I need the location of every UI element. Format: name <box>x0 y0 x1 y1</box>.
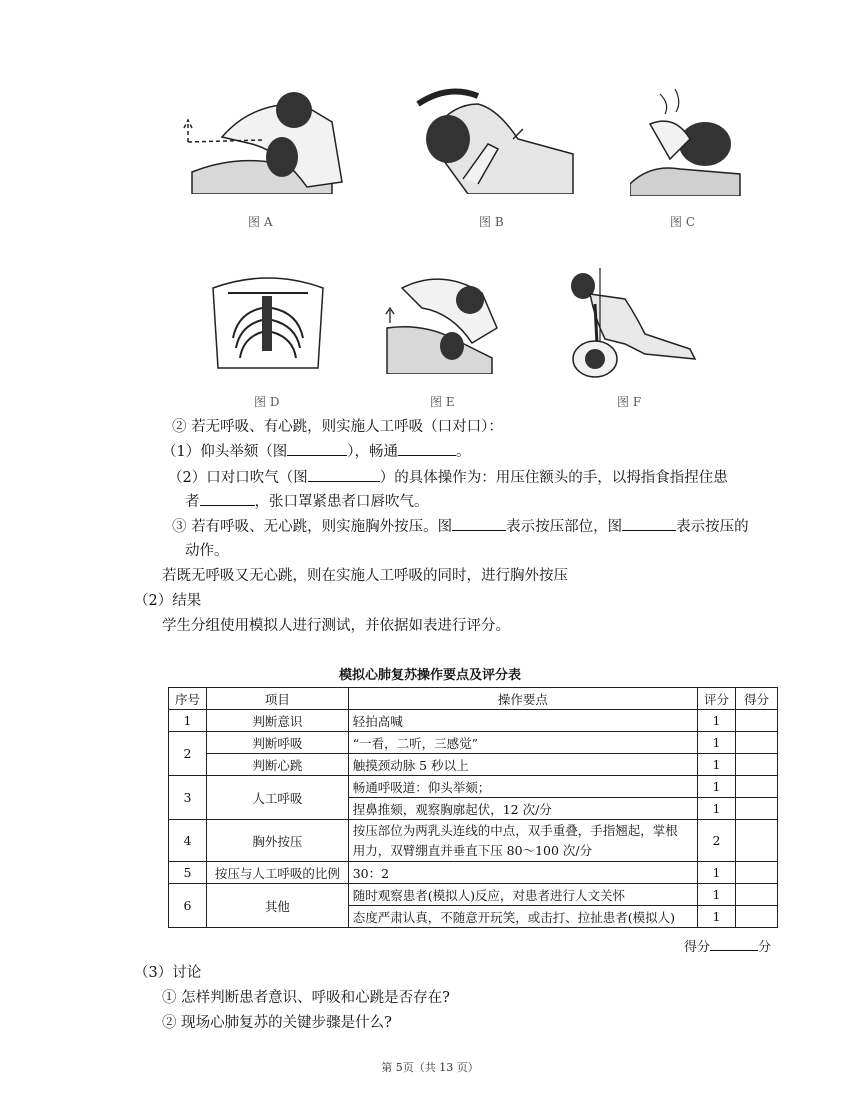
header-point: 操作要点 <box>348 688 697 710</box>
cell-item: 判断心跳 <box>206 754 348 776</box>
text-test-description: 学生分组使用模拟人进行测试，并依据如表进行评分。 <box>162 618 510 634</box>
blank-6[interactable] <box>622 516 676 531</box>
table-row <box>169 732 778 754</box>
cell-no: 4 <box>169 820 207 862</box>
blank-4[interactable] <box>200 491 255 506</box>
cell-score: 1 <box>698 798 736 820</box>
figure-e-illustration <box>382 268 502 374</box>
header-obtained: 得分 <box>736 688 778 710</box>
cell-score: 1 <box>698 906 736 928</box>
figure-d-illustration <box>208 268 328 380</box>
cell-point: 态度严肃认真，不随意开玩笑，或击打、拉扯患者(模拟人) <box>348 906 697 928</box>
text-position: 表示按压部位，图 <box>506 519 623 535</box>
text-line-2 <box>162 441 470 462</box>
cell-score: 1 <box>698 884 736 906</box>
total-suffix: 分 <box>758 940 772 955</box>
text-line-3 <box>168 467 728 488</box>
cell-point: 捏鼻推颏，观察胸廓起伏，12 次/分 <box>348 798 697 820</box>
text-line-9 <box>162 616 510 636</box>
cell-score: 2 <box>698 820 736 862</box>
table-title: 模拟心肺复苏操作要点及评分表 <box>338 668 521 683</box>
header-no: 序号 <box>169 688 207 710</box>
cell-point: 畅通呼吸道：仰头举颏； <box>348 776 697 798</box>
cell-score: 1 <box>698 710 736 732</box>
cell-point <box>348 820 697 862</box>
text-line-7 <box>162 566 568 586</box>
text-chest-compression: ③ 若有呼吸、无心跳，则实施胸外按压。图 <box>172 519 453 535</box>
scoring-table <box>168 687 778 928</box>
text-line-4 <box>185 491 429 512</box>
table-row <box>169 820 778 862</box>
figure-a-caption: 图 A <box>248 215 273 229</box>
figure-f-caption: 图 F <box>617 395 642 409</box>
total-score-line <box>684 938 771 958</box>
figure-b-illustration <box>408 84 578 194</box>
blank-1[interactable] <box>287 441 347 456</box>
figure-c-illustration <box>630 84 745 196</box>
section-results-heading <box>134 591 201 611</box>
cell-no: 1 <box>169 710 207 732</box>
figure-c-caption: 图 C <box>670 215 695 229</box>
cell-point: “一看，二听，三感觉” <box>348 732 697 754</box>
text-results: （2）结果 <box>134 593 202 609</box>
cell-item: 判断呼吸 <box>206 732 348 754</box>
text-line-5 <box>172 516 749 537</box>
text-line-1 <box>172 417 503 437</box>
text-procedure: ）的具体操作为：用压住额头的手，以拇指食指捏住患 <box>379 470 728 486</box>
cell-item: 判断意识 <box>206 710 348 732</box>
text-blow: ，张口罩紧患者口唇吹气。 <box>254 494 429 510</box>
cell-no: 3 <box>169 776 207 820</box>
cell-point: 随时观察患者(模拟人)反应，对患者进行人文关怀 <box>348 884 697 906</box>
table-row <box>169 776 778 798</box>
cell-obtained[interactable] <box>736 862 778 884</box>
cell-obtained[interactable] <box>736 776 778 798</box>
text-unblock: ），畅通 <box>347 444 398 460</box>
blank-2[interactable] <box>398 441 456 456</box>
text-line-6 <box>185 541 229 561</box>
table-row <box>169 710 778 732</box>
figure-a-illustration <box>182 82 354 194</box>
blank-5[interactable] <box>452 516 506 531</box>
text-question-2: ② 现场心肺复苏的关键步骤是什么? <box>162 1015 392 1031</box>
cell-point-line-1: 按压部位为两乳头连线的中点，双手重叠，手指翘起，掌根 <box>352 822 678 838</box>
text-no-breath-heartbeat: ② 若无呼吸、有心跳，则实施人工呼吸（口对口）： <box>172 419 503 435</box>
cell-score: 1 <box>698 754 736 776</box>
table-row <box>169 884 778 906</box>
blank-3[interactable] <box>308 467 380 482</box>
total-prefix: 得分 <box>684 940 711 955</box>
total-score-blank[interactable] <box>710 938 758 951</box>
cell-point: 触摸颈动脉 5 秒以上 <box>348 754 697 776</box>
cell-no: 2 <box>169 732 207 776</box>
page-footer: 第 5页（共 13 页） <box>381 1061 479 1074</box>
cell-item: 其他 <box>206 884 348 928</box>
figure-f-illustration <box>555 264 705 382</box>
table-row <box>169 754 778 776</box>
discussion-q1 <box>162 988 450 1008</box>
cell-obtained[interactable] <box>736 906 778 928</box>
text-question-1: ① 怎样判断患者意识、呼吸和心跳是否存在? <box>162 990 450 1006</box>
cell-obtained[interactable] <box>736 798 778 820</box>
text-head-tilt: （1）仰头举颏（图 <box>162 444 288 460</box>
figure-d-caption: 图 D <box>254 395 280 409</box>
text-action: 表示按压的 <box>676 519 749 535</box>
discussion-q2 <box>162 1013 392 1033</box>
text-mouth-to-mouth: （2）口对口吹气（图 <box>168 470 308 486</box>
table-header-row <box>169 688 778 710</box>
figure-e-caption: 图 E <box>430 395 455 409</box>
cell-item: 按压与人工呼吸的比例 <box>206 862 348 884</box>
text-action-end: 动作。 <box>185 543 229 559</box>
cell-item: 人工呼吸 <box>206 776 348 820</box>
cell-obtained[interactable] <box>736 754 778 776</box>
text-discussion: （3）讨论 <box>134 965 202 981</box>
discussion-heading <box>134 963 201 983</box>
cell-item: 胸外按压 <box>206 820 348 862</box>
figure-b-caption: 图 B <box>479 215 504 229</box>
cell-score: 1 <box>698 862 736 884</box>
cell-score: 1 <box>698 776 736 798</box>
text-both-absent: 若既无呼吸又无心跳，则在实施人工呼吸的同时，进行胸外按压 <box>162 568 568 584</box>
text-patient: 者 <box>185 494 200 510</box>
cell-point: 30：2 <box>348 862 697 884</box>
text-period: 。 <box>455 444 471 460</box>
cell-obtained[interactable] <box>736 884 778 906</box>
cell-point: 轻拍高喊 <box>348 710 697 732</box>
header-score: 评分 <box>698 688 736 710</box>
cell-obtained[interactable] <box>736 820 778 862</box>
cell-no: 6 <box>169 884 207 928</box>
cell-no: 5 <box>169 862 207 884</box>
cell-point-line-2: 用力，双臂绷直并垂直下压 80～100 次/分 <box>352 842 593 858</box>
cell-score: 1 <box>698 732 736 754</box>
cell-obtained[interactable] <box>736 732 778 754</box>
table-row <box>169 862 778 884</box>
header-item: 项目 <box>206 688 348 710</box>
cell-obtained[interactable] <box>736 710 778 732</box>
